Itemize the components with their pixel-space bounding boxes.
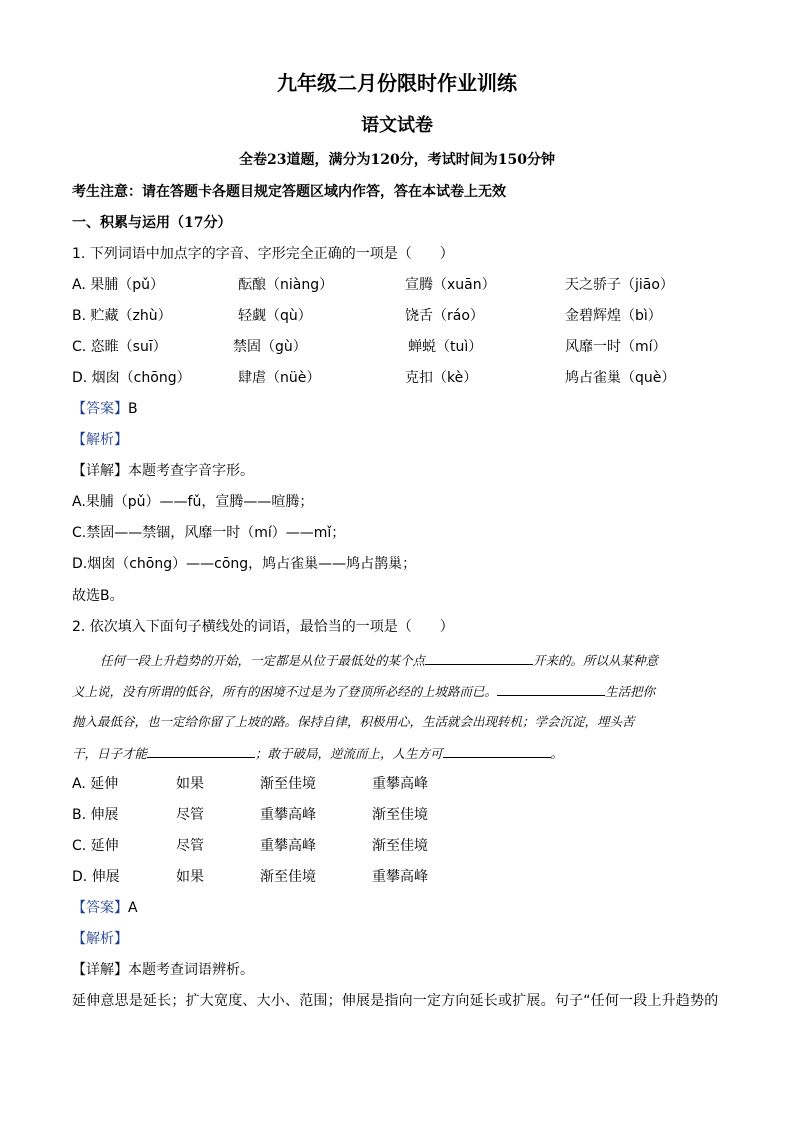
passage-text: 干，日子才能 xyxy=(72,746,148,761)
q1-analysis xyxy=(72,430,128,450)
section-heading: 一、积累与运用（17分） xyxy=(72,215,232,231)
q1-a-item-2: 酝酿（niàng） xyxy=(238,277,334,293)
q2-d-item-3: 渐至佳境 xyxy=(260,869,316,885)
q1-note-a: A.果脯（pǔ）——fǔ，宣腾——喧腾； xyxy=(72,494,314,510)
answer-value: B xyxy=(128,401,138,417)
exam-info: 全卷23道题，满分为120分，考试时间为150分钟 xyxy=(239,152,555,168)
q1-stem: 1. 下列词语中加点字的字音、字形完全正确的一项是（ ） xyxy=(72,246,454,262)
q2-d-item-1: D. 伸展 xyxy=(72,869,120,885)
q1-c-item-2: 禁固（gù） xyxy=(233,339,307,355)
passage-text: ；敢于破局，逆流而上，人生方可 xyxy=(255,746,443,761)
q1-note-d: D.烟囱（chōng）——cōng，鸠占雀巢——鸠占鹊巢； xyxy=(72,556,417,572)
notice: 考生注意：请在答题卡各题目规定答题区域内作答，答在本试卷上无效 xyxy=(72,184,506,200)
q1-b-item-2: 轻觑（qù） xyxy=(238,308,312,324)
q2-answer xyxy=(72,898,138,918)
analysis-tag: 【解析】 xyxy=(72,931,128,947)
passage-text: 。 xyxy=(550,746,564,761)
q1-detail xyxy=(72,461,254,481)
fill-blank-1 xyxy=(425,650,533,665)
passage-text: 义上说，没有所谓的低谷，所有的困境不过是为了登顶所必经的上坡路而已。 xyxy=(72,684,498,699)
q2-a-item-4: 重攀高峰 xyxy=(372,776,428,792)
q2-c-item-1: C. 延伸 xyxy=(72,838,119,854)
analysis-tag: 【解析】 xyxy=(72,432,128,448)
passage-text: 生活把你 xyxy=(605,684,656,699)
q2-a-item-1: A. 延伸 xyxy=(72,776,119,792)
q2-b-item-3: 重攀高峰 xyxy=(260,807,316,823)
q1-d-item-3: 克扣（kè） xyxy=(405,370,478,386)
q1-conclusion: 故选B。 xyxy=(72,588,124,604)
passage-text: 开来的。所以从某种意 xyxy=(533,653,659,668)
q2-c-item-4: 渐至佳境 xyxy=(372,838,428,854)
q1-note-c: C.禁固——禁锢，风靡一时（mí）——mǐ； xyxy=(72,525,346,541)
q2-b-item-2: 尽管 xyxy=(176,807,204,823)
q1-a-item-1: A. 果脯（pǔ） xyxy=(72,277,164,293)
q1-b-item-4: 金碧辉煌（bì） xyxy=(565,308,662,324)
q1-answer xyxy=(72,399,138,419)
passage-text: 任何一段上升趋势的开始，一定都是从位于最低处的某个点 xyxy=(100,653,426,668)
detail-tag: 【详解】 xyxy=(72,962,128,978)
q2-a-item-3: 渐至佳境 xyxy=(260,776,316,792)
passage-line-4 xyxy=(72,743,563,764)
q1-c-item-4: 风靡一时（mí） xyxy=(565,339,667,355)
q1-d-item-4: 鸠占雀巢（què） xyxy=(565,370,676,386)
passage-line-1 xyxy=(100,650,658,671)
q1-a-item-4: 天之骄子（jiāo） xyxy=(565,277,674,293)
answer-tag: 【答案】 xyxy=(72,401,128,417)
answer-tag: 【答案】 xyxy=(72,900,128,916)
fill-blank-3 xyxy=(147,743,255,758)
answer-value: A xyxy=(128,900,138,916)
q1-d-item-2: 肆虐（nüè） xyxy=(238,370,321,386)
detail-text: 本题考查词语辨析。 xyxy=(128,962,254,978)
q2-a-item-2: 如果 xyxy=(176,776,204,792)
passage-line-2 xyxy=(72,681,655,702)
q2-note: 延伸意思是延长；扩大宽度、大小、范围；伸展是指向一定方向延长或扩展。句子“任何一段上升趋势的 xyxy=(72,993,719,1009)
fill-blank-2 xyxy=(497,681,605,696)
fill-blank-4 xyxy=(443,743,551,758)
passage-line-3: 抛入最低谷，也一定给你留了上坡的路。保持自律，积极用心，生活就会出现转机；学会沉淀，埋头苦 xyxy=(72,714,635,729)
q2-stem: 2. 依次填入下面句子横线处的词语，最恰当的一项是（ ） xyxy=(72,619,454,635)
q2-d-item-2: 如果 xyxy=(176,869,204,885)
q2-detail xyxy=(72,960,254,980)
q1-c-item-1: C. 恣睢（suī） xyxy=(72,339,167,355)
q1-c-item-3: 蝉蜕（tuì） xyxy=(408,339,483,355)
q1-b-item-1: B. 贮藏（zhù） xyxy=(72,308,172,324)
q2-c-item-2: 尽管 xyxy=(176,838,204,854)
q2-analysis xyxy=(72,929,128,949)
q2-d-item-4: 重攀高峰 xyxy=(372,869,428,885)
q1-d-item-1: D. 烟囱（chōng） xyxy=(72,370,191,386)
q2-b-item-4: 渐至佳境 xyxy=(372,807,428,823)
detail-text: 本题考查字音字形。 xyxy=(128,463,254,479)
q2-c-item-3: 重攀高峰 xyxy=(260,838,316,854)
detail-tag: 【详解】 xyxy=(72,463,128,479)
page-title: 九年级二月份限时作业训练 xyxy=(277,71,517,95)
page-subtitle: 语文试卷 xyxy=(361,115,433,136)
q2-b-item-1: B. 伸展 xyxy=(72,807,119,823)
q1-a-item-3: 宣腾（xuān） xyxy=(405,277,496,293)
q1-b-item-3: 饶舌（ráo） xyxy=(405,308,484,324)
